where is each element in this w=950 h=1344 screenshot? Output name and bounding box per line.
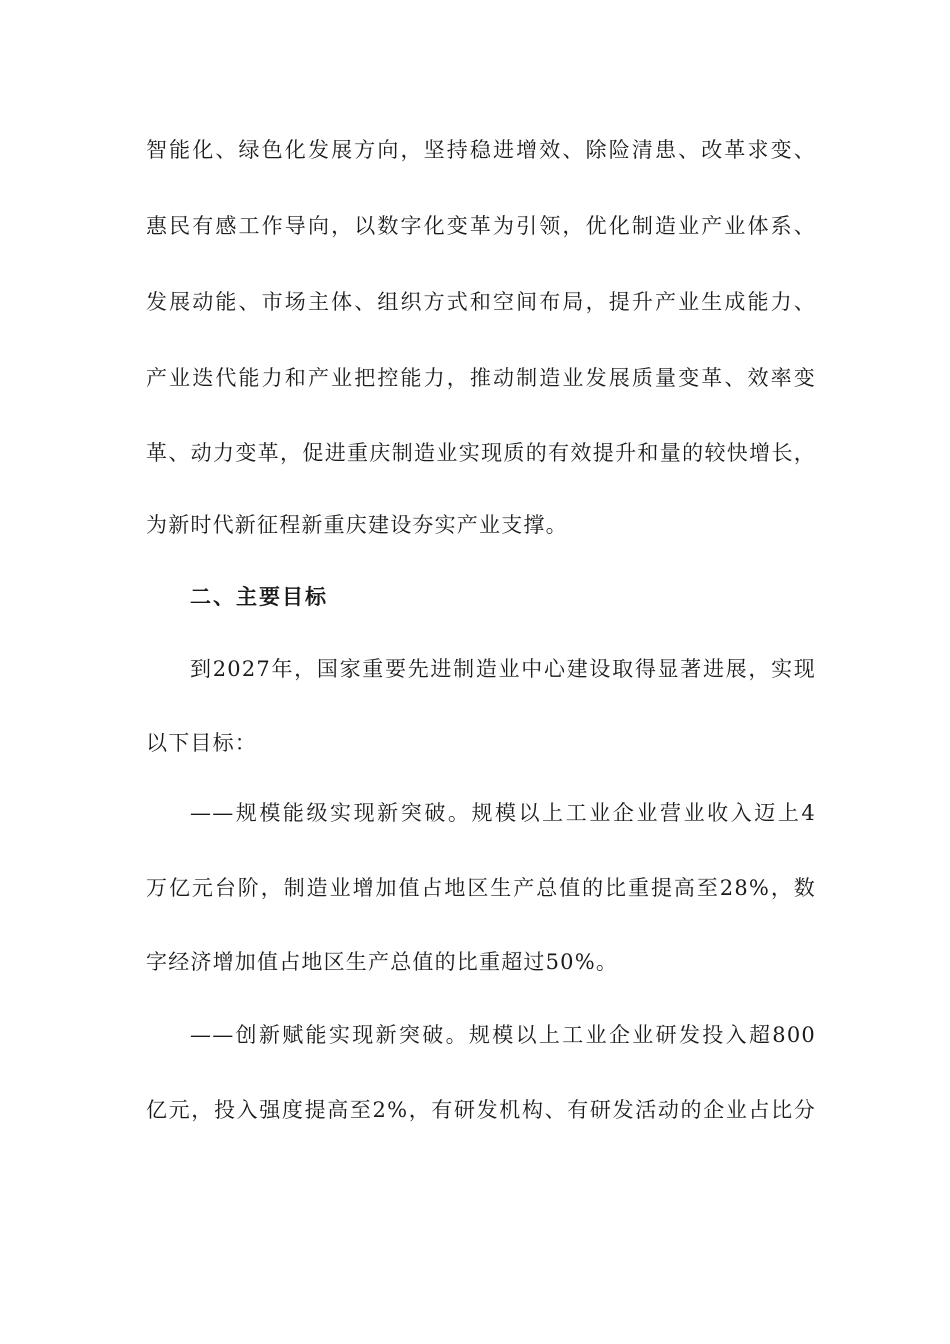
- paragraph-line: 智能化、绿色化发展方向，坚持稳进增效、除险清患、改革求变、: [146, 138, 816, 162]
- paragraph-line: 亿元，投入强度提高至2%，有研发机构、有研发活动的企业占比分: [146, 1098, 816, 1122]
- paragraph-line: 发展动能、市场主体、组织方式和空间布局，提升产业生成能力、: [146, 290, 816, 314]
- paragraph-line: ——创新赋能实现新突破。规模以上工业企业研发投入超800: [190, 1023, 816, 1047]
- paragraph-line: 产业迭代能力和产业把控能力，推动制造业发展质量变革、效率变: [146, 366, 816, 390]
- paragraph-line: 万亿元台阶，制造业增加值占地区生产总值的比重提高至28%，数: [146, 876, 816, 900]
- paragraph-line: 革、动力变革，促进重庆制造业实现质的有效提升和量的较快增长，: [146, 441, 816, 465]
- paragraph-line: 为新时代新征程新重庆建设夯实产业支撑。: [146, 513, 568, 537]
- paragraph-line: 到2027年，国家重要先进制造业中心建设取得显著进展，实现: [190, 657, 816, 681]
- section-heading: 二、主要目标: [190, 585, 328, 609]
- paragraph-line: 惠民有感工作导向，以数字化变革为引领，优化制造业产业体系、: [146, 214, 816, 238]
- paragraph-line: ——规模能级实现新突破。规模以上工业企业营业收入迈上4: [190, 801, 816, 825]
- paragraph-line: 以下目标：: [146, 731, 257, 755]
- paragraph-line: 字经济增加值占地区生产总值的比重超过50%。: [146, 950, 619, 974]
